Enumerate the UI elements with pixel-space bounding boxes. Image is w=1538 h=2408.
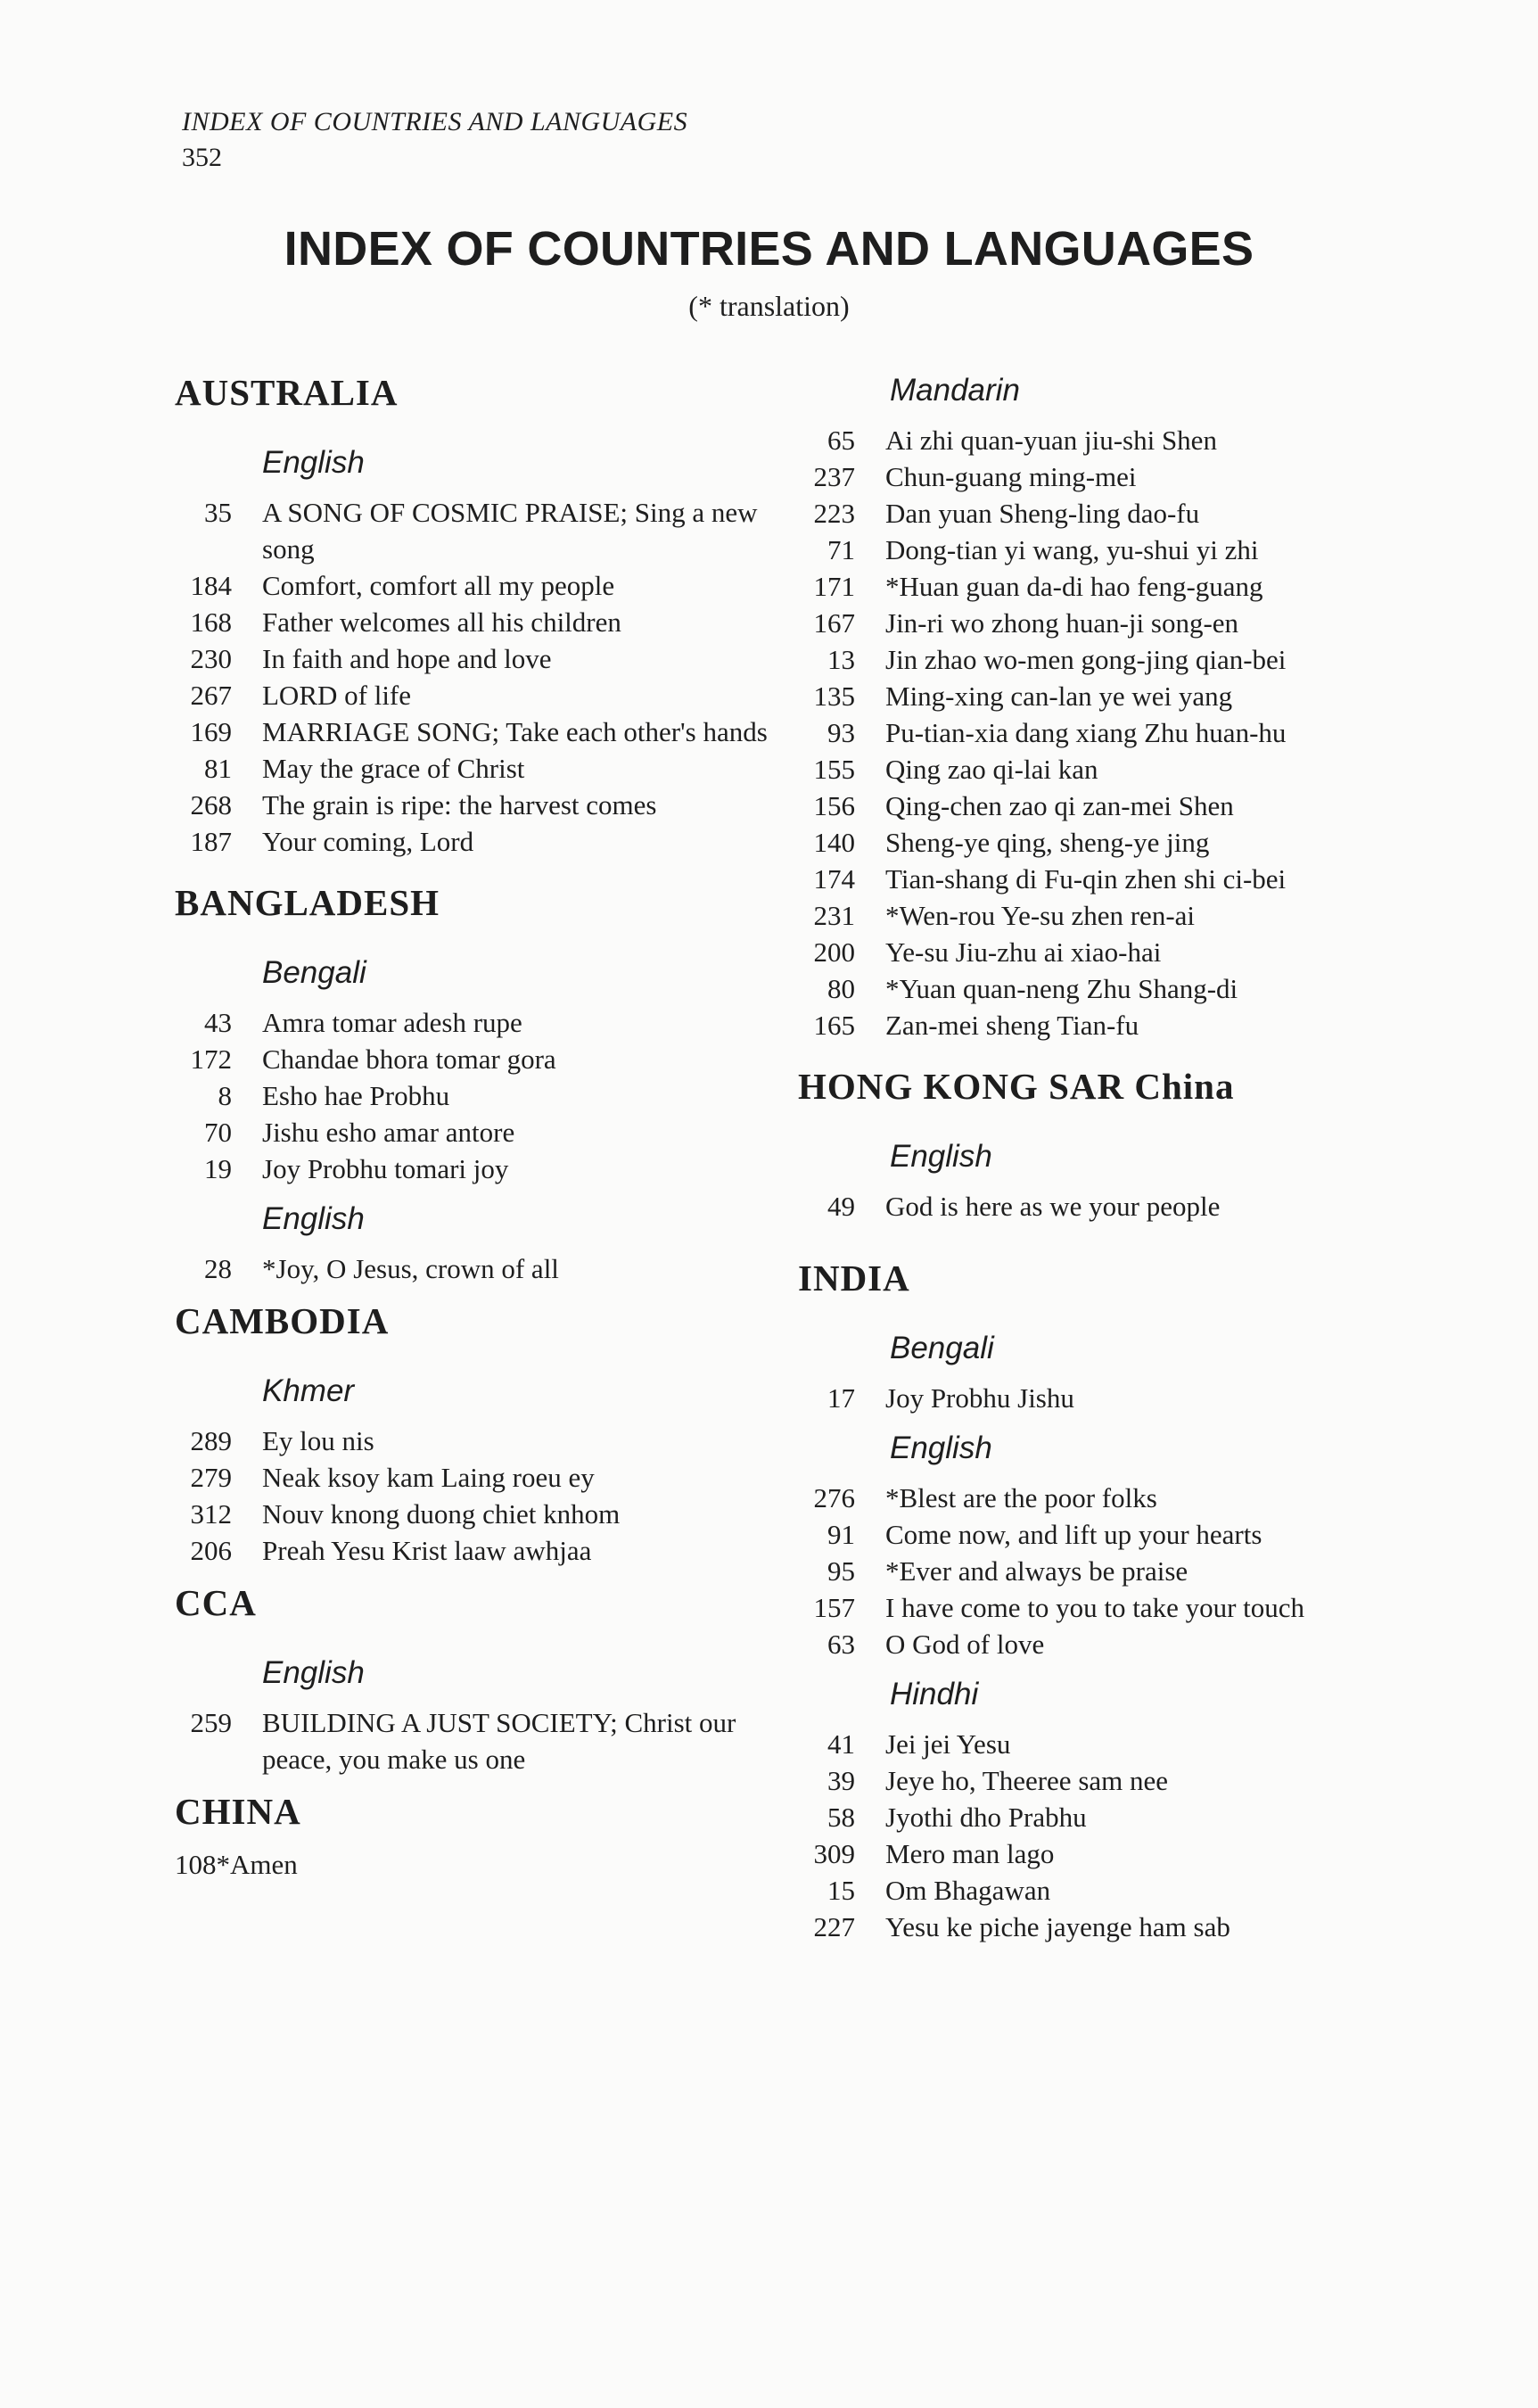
hymn-title: May the grace of Christ xyxy=(262,753,525,784)
hymn-number: 35 xyxy=(204,497,232,528)
hymn-title: Jin-ri wo zhong huan-ji song-en xyxy=(885,607,1239,639)
hymn-number: 237 xyxy=(813,461,855,492)
index-entry xyxy=(798,495,1422,532)
language-heading: English xyxy=(262,1201,365,1236)
index-entry xyxy=(798,1553,1422,1589)
country-heading: BANGLADESH xyxy=(175,882,440,923)
hymn-title: *Joy, O Jesus, crown of all xyxy=(262,1253,559,1284)
language-heading: Bengali xyxy=(262,955,366,990)
index-entry xyxy=(175,677,781,713)
hymn-number: 268 xyxy=(190,789,232,821)
index-entry xyxy=(175,823,781,860)
hymn-number: 267 xyxy=(190,680,232,711)
language-heading: Mandarin xyxy=(890,373,1020,408)
hymn-title: In faith and hope and love xyxy=(262,643,552,674)
index-entry xyxy=(175,787,781,823)
index-entry xyxy=(175,1532,781,1569)
hymn-number: 91 xyxy=(827,1519,855,1550)
index-entry xyxy=(798,1626,1422,1662)
index-entry xyxy=(798,605,1422,641)
hymn-number: 63 xyxy=(827,1629,855,1660)
hymn-title: *Yuan quan-neng Zhu Shang-di xyxy=(885,973,1238,1004)
hymn-title: A SONG OF COSMIC PRAISE; Sing a new song xyxy=(262,497,758,565)
hymn-title: Mero man lago xyxy=(885,1838,1055,1869)
index-entry xyxy=(175,713,781,750)
hymn-title: Jishu esho amar antore xyxy=(262,1117,515,1148)
hymn-number: 165 xyxy=(813,1010,855,1041)
index-entry xyxy=(175,1250,781,1287)
hymn-title: Sheng-ye qing, sheng-ye jing xyxy=(885,827,1210,858)
entry-list xyxy=(798,422,1422,1043)
language-heading: English xyxy=(890,1139,992,1174)
hymn-title: Preah Yesu Krist laaw awhjaa xyxy=(262,1535,592,1566)
hymn-number: 223 xyxy=(813,498,855,529)
running-head: INDEX OF COUNTRIES AND LANGUAGES xyxy=(182,107,688,136)
hymn-title: Zan-mei sheng Tian-fu xyxy=(885,1010,1139,1041)
hymn-title: Amra tomar adesh rupe xyxy=(262,1007,522,1038)
index-entry xyxy=(798,714,1422,751)
hymn-number: 135 xyxy=(813,680,855,712)
index-entry xyxy=(175,1004,781,1041)
hymn-title: Ye-su Jiu-zhu ai xiao-hai xyxy=(885,936,1162,968)
hymn-title: Ai zhi quan-yuan jiu-shi Shen xyxy=(885,425,1217,456)
hymn-title: Joy Probhu Jishu xyxy=(885,1382,1074,1414)
hymn-number: 81 xyxy=(204,753,232,784)
index-entry xyxy=(798,897,1422,934)
index-entry xyxy=(175,1077,781,1114)
index-entry xyxy=(798,1007,1422,1043)
entry-list xyxy=(175,494,781,860)
entry-list xyxy=(175,1704,781,1777)
index-entry xyxy=(798,788,1422,824)
page-subtitle: (* translation) xyxy=(688,290,850,322)
hymn-number: 95 xyxy=(827,1555,855,1587)
index-entry xyxy=(798,1762,1422,1799)
index-entry xyxy=(798,532,1422,568)
hymn-number: 312 xyxy=(190,1498,232,1530)
hymn-number: 172 xyxy=(190,1043,232,1075)
hymn-title: Chandae bhora tomar gora xyxy=(262,1043,556,1075)
hymn-number: 8 xyxy=(218,1080,232,1111)
hymn-number: 41 xyxy=(827,1728,855,1760)
language-heading: Hindhi xyxy=(890,1677,979,1711)
hymn-title: BUILDING A JUST SOCIETY; Christ our peace, you make us one xyxy=(262,1707,736,1775)
hymn-title: *Ever and always be praise xyxy=(885,1555,1188,1587)
hymn-title: Neak ksoy kam Laing roeu ey xyxy=(262,1462,595,1493)
entry-list xyxy=(798,1480,1422,1662)
hymn-number: 187 xyxy=(190,826,232,857)
hymn-title: Tian-shang di Fu-qin zhen shi ci-bei xyxy=(885,863,1287,895)
hymn-number: 39 xyxy=(827,1765,855,1796)
hymn-number: 167 xyxy=(813,607,855,639)
page-number: 352 xyxy=(182,143,222,172)
hymn-number: 169 xyxy=(190,716,232,747)
hymn-number: 206 xyxy=(190,1535,232,1566)
index-entry xyxy=(798,861,1422,897)
country-heading: CAMBODIA xyxy=(175,1300,390,1341)
index-entry xyxy=(798,678,1422,714)
entry-list xyxy=(175,1250,781,1287)
hymn-number: 156 xyxy=(813,790,855,821)
entry-list xyxy=(798,1380,1422,1416)
entry-list xyxy=(798,1726,1422,1945)
hymn-title: MARRIAGE SONG; Take each other's hands xyxy=(262,716,768,747)
hymn-number: 200 xyxy=(813,936,855,968)
index-entry xyxy=(175,1423,781,1459)
hymn-title: Qing-chen zao qi zan-mei Shen xyxy=(885,790,1234,821)
index-entry xyxy=(798,934,1422,970)
hymn-number: 93 xyxy=(827,717,855,748)
left-column xyxy=(175,372,781,1883)
hymn-number: 65 xyxy=(827,425,855,456)
index-entry xyxy=(798,1480,1422,1516)
page-title: INDEX OF COUNTRIES AND LANGUAGES xyxy=(284,222,1254,276)
entry-list xyxy=(175,1423,781,1569)
country-heading: INDIA xyxy=(798,1258,910,1299)
hymn-number: 279 xyxy=(190,1462,232,1493)
country-heading: CHINA xyxy=(175,1791,301,1832)
hymn-number: 13 xyxy=(827,644,855,675)
hymn-title: LORD of life xyxy=(262,680,412,711)
hymn-number: 230 xyxy=(190,643,232,674)
hymn-title: Jin zhao wo-men gong-jing qian-bei xyxy=(885,644,1287,675)
hymn-title: Come now, and lift up your hearts xyxy=(885,1519,1262,1550)
hymn-title: Pu-tian-xia dang xiang Zhu huan-hu xyxy=(885,717,1287,748)
hymn-title: Dan yuan Sheng-ling dao-fu xyxy=(885,498,1200,529)
entry-list xyxy=(798,1188,1422,1225)
country-heading: HONG KONG SAR China xyxy=(798,1066,1235,1107)
hymn-number: 231 xyxy=(813,900,855,931)
hymn-number: 17 xyxy=(827,1382,855,1414)
index-entry: 108*Amen xyxy=(175,1849,298,1880)
index-entry xyxy=(798,1516,1422,1553)
hymn-title: Yesu ke piche jayenge ham sab xyxy=(885,1911,1230,1942)
hymn-number: 140 xyxy=(813,827,855,858)
index-entry xyxy=(175,1496,781,1532)
hymn-number: 171 xyxy=(813,571,855,602)
hymn-number: 168 xyxy=(190,606,232,638)
index-entry xyxy=(175,494,781,567)
index-entry xyxy=(175,1041,781,1077)
hymn-title: Chun-guang ming-mei xyxy=(885,461,1137,492)
hymn-title: Om Bhagawan xyxy=(885,1875,1051,1906)
hymn-number: 19 xyxy=(204,1153,232,1184)
index-entry xyxy=(175,1459,781,1496)
index-entry xyxy=(175,1150,781,1187)
entry-list xyxy=(175,1004,781,1187)
hymn-number: 174 xyxy=(813,863,855,895)
index-entry xyxy=(175,750,781,787)
language-heading: Khmer xyxy=(262,1373,355,1408)
hymn-title: Jyothi dho Prabhu xyxy=(885,1802,1087,1833)
hymn-title: Esho hae Probhu xyxy=(262,1080,450,1111)
hymn-number: 58 xyxy=(827,1802,855,1833)
hymn-title: Father welcomes all his children xyxy=(262,606,621,638)
hymn-number: 49 xyxy=(827,1191,855,1222)
hymn-title: Ming-xing can-lan ye wei yang xyxy=(885,680,1233,712)
index-entry xyxy=(798,1835,1422,1872)
hymn-title: Ey lou nis xyxy=(262,1425,374,1456)
hymn-number: 28 xyxy=(204,1253,232,1284)
index-entry xyxy=(798,1726,1422,1762)
index-entry xyxy=(798,1909,1422,1945)
index-entry xyxy=(175,604,781,640)
index-entry xyxy=(175,640,781,677)
hymn-number: 184 xyxy=(190,570,232,601)
index-entry xyxy=(798,824,1422,861)
language-heading: Bengali xyxy=(890,1331,994,1365)
index-entry xyxy=(798,1872,1422,1909)
index-entry xyxy=(798,1799,1422,1835)
index-entry xyxy=(798,422,1422,458)
index-entry xyxy=(798,1380,1422,1416)
hymn-title: Comfort, comfort all my people xyxy=(262,570,615,601)
hymn-number: 259 xyxy=(190,1707,232,1738)
hymn-title: Qing zao qi-lai kan xyxy=(885,754,1098,785)
hymn-number: 71 xyxy=(827,534,855,565)
hymn-title: God is here as we your people xyxy=(885,1191,1221,1222)
index-entry xyxy=(798,970,1422,1007)
hymn-title: *Huan guan da-di hao feng-guang xyxy=(885,571,1263,602)
hymn-number: 155 xyxy=(813,754,855,785)
hymn-title: Joy Probhu tomari joy xyxy=(262,1153,509,1184)
language-heading: English xyxy=(262,445,365,480)
index-entry xyxy=(798,641,1422,678)
index-entry xyxy=(798,1188,1422,1225)
language-heading: English xyxy=(890,1431,992,1465)
hymn-title: Nouv knong duong chiet knhom xyxy=(262,1498,621,1530)
right-column xyxy=(798,375,1422,1945)
country-heading: CCA xyxy=(175,1582,257,1623)
index-entry xyxy=(798,568,1422,605)
hymn-number: 80 xyxy=(827,973,855,1004)
hymn-number: 15 xyxy=(827,1875,855,1906)
index-entry xyxy=(175,567,781,604)
index-entry xyxy=(175,1704,781,1777)
hymn-number: 227 xyxy=(813,1911,855,1942)
hymn-title: Your coming, Lord xyxy=(262,826,474,857)
index-entry xyxy=(798,1589,1422,1626)
hymn-title: *Blest are the poor folks xyxy=(885,1482,1157,1513)
hymn-title: O God of love xyxy=(885,1629,1045,1660)
language-heading: English xyxy=(262,1655,365,1690)
hymn-title: The grain is ripe: the harvest comes xyxy=(262,789,657,821)
hymn-title: Jeye ho, Theeree sam nee xyxy=(885,1765,1169,1796)
hymn-number: 43 xyxy=(204,1007,232,1038)
country-heading: AUSTRALIA xyxy=(175,372,399,413)
hymn-title: *Wen-rou Ye-su zhen ren-ai xyxy=(885,900,1196,931)
index-entry xyxy=(175,1114,781,1150)
hymn-number: 309 xyxy=(813,1838,855,1869)
hymn-number: 289 xyxy=(190,1425,232,1456)
hymn-number: 70 xyxy=(204,1117,232,1148)
hymn-title: Jei jei Yesu xyxy=(885,1728,1011,1760)
index-entry xyxy=(798,458,1422,495)
hymn-title: Dong-tian yi wang, yu-shui yi zhi xyxy=(885,534,1259,565)
index-entry xyxy=(798,751,1422,788)
hymn-title: I have come to you to take your touch xyxy=(885,1592,1305,1623)
hymn-number: 276 xyxy=(813,1482,855,1513)
hymn-number: 157 xyxy=(813,1592,855,1623)
